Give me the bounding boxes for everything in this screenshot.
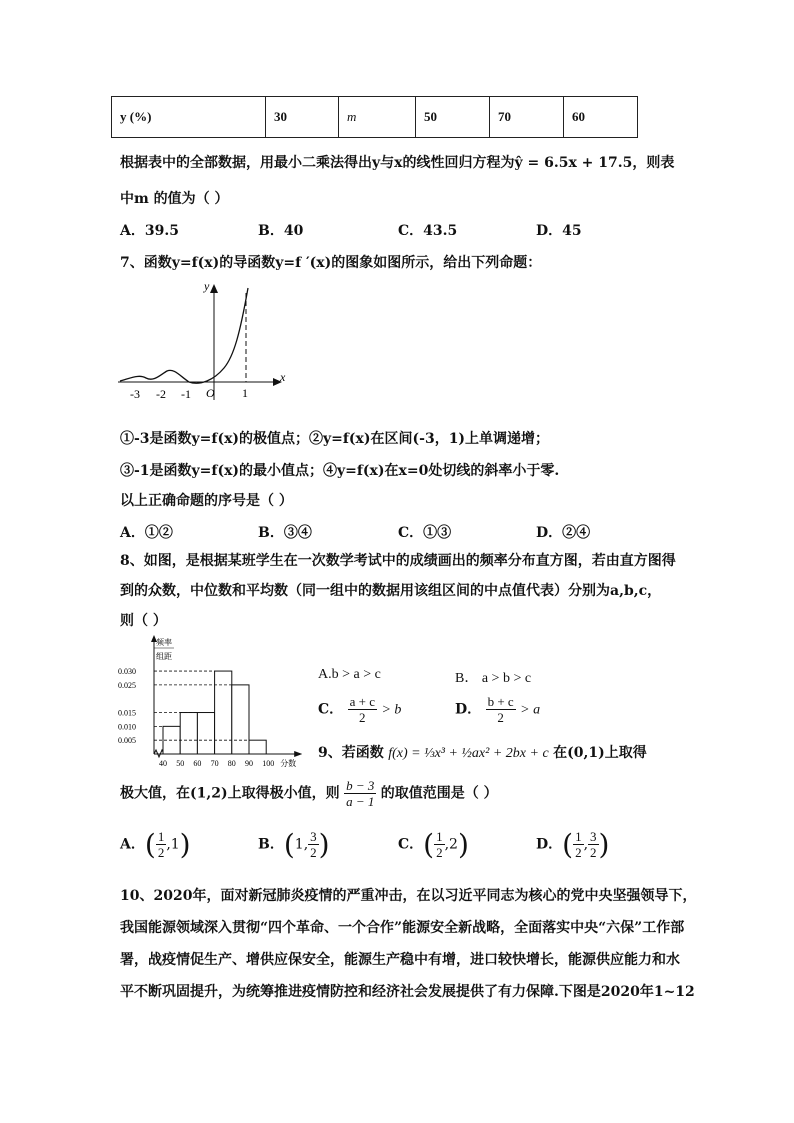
table-cell: 50 xyxy=(416,97,490,138)
tick-label: -1 xyxy=(181,387,191,401)
q9-line2-a: 极大值，在(1,2)上取得极小值，则 xyxy=(120,785,340,802)
fraction-denominator: 2 xyxy=(359,710,366,725)
interval-right: ,2 xyxy=(444,836,458,853)
interval-right: ,1 xyxy=(166,836,180,853)
q9-prefix: 9、若函数 xyxy=(318,745,384,761)
q6-option-d: D．45 xyxy=(536,223,582,239)
fraction xyxy=(344,778,376,809)
fraction-denominator: 2 xyxy=(590,845,597,860)
y-label-bottom: 组距 xyxy=(156,652,172,661)
option-label: D． xyxy=(536,836,563,853)
q6-option-c: C．43.5 xyxy=(398,223,458,239)
frequency-histogram xyxy=(116,634,302,772)
y-tick-label: 0.010 xyxy=(118,722,136,732)
x-tick-label: 50 xyxy=(176,759,185,768)
table-cell: 60 xyxy=(564,97,638,138)
q8-option-a: A.b > a > c xyxy=(318,667,381,682)
fraction-numerator: 3 xyxy=(590,829,597,844)
fraction-denominator: 2 xyxy=(157,845,165,860)
fraction-denominator: 2 xyxy=(310,845,317,860)
q9-suffix: 在(0,1)上取得 xyxy=(553,745,647,761)
table-cell: m xyxy=(339,97,416,138)
x-axis-label: x xyxy=(280,370,286,384)
q9-line1 xyxy=(318,742,647,762)
option-label: D． xyxy=(455,701,482,718)
histogram-bar xyxy=(180,713,197,754)
fraction-numerator: 3 xyxy=(310,829,317,844)
option-label: B． xyxy=(258,836,284,853)
q10-line1: 10、2020年，面对新冠肺炎疫情的严重冲击，在以习近平同志为核心的党中央坚强领导下， xyxy=(120,888,697,904)
tick-label: -2 xyxy=(156,387,166,401)
y-axis-label: y xyxy=(204,279,210,293)
relation: > a xyxy=(520,702,541,718)
q6-option-b: B．40 xyxy=(258,223,304,239)
x-tick-label: 80 xyxy=(227,759,236,768)
q8-option-b: B． a > b > c xyxy=(455,671,532,686)
x-axis-label: 分数 xyxy=(280,759,297,768)
q8-option-d xyxy=(455,694,540,725)
q10-line3: 署，战疫情促生产、增供应保安全，能源生产稳中有增，进口较快增长，能源供应能力和水 xyxy=(120,952,680,968)
histogram-bar xyxy=(215,671,232,754)
y-axis-arrow-icon xyxy=(210,284,218,293)
fraction-numerator: b − 3 xyxy=(346,778,375,793)
tick-label: -3 xyxy=(130,387,140,401)
q8-option-c xyxy=(318,694,401,725)
table-row xyxy=(112,97,638,138)
q7-ask: 以上正确命题的序号是（ ） xyxy=(120,493,293,509)
y-tick-label: 0.030 xyxy=(118,667,136,677)
q9-option-c: C．( $\frac{1}{2}$ ,2) xyxy=(398,828,469,861)
interval-left: 1, xyxy=(294,836,309,853)
fraction-denominator: 2 xyxy=(575,845,582,860)
fraction-numerator: b + c xyxy=(487,694,514,709)
q7-stem: 7、函数y=f(x)的导函数y=f ′(x)的图象如图所示，给出下列命题： xyxy=(120,255,542,271)
option-label: A． xyxy=(120,836,145,853)
y-tick-label: 0.015 xyxy=(118,708,136,718)
fraction-denominator: 2 xyxy=(436,845,443,860)
fraction-numerator: a + c xyxy=(349,694,375,709)
q9-formula: f(x) = ⅓x³ + ½ax² + 2bx + c xyxy=(388,746,549,761)
x-tick-label: 40 xyxy=(159,759,167,768)
q10-line2: 我国能源领域深入贯彻“四个革命、一个合作”能源安全新战略，全面落实中央“六保”工作部 xyxy=(120,920,685,936)
table-row-label: y (%) xyxy=(112,97,266,138)
fraction-denominator: 2 xyxy=(497,710,504,725)
y-tick-label: 0.005 xyxy=(118,736,136,746)
table-cell: 30 xyxy=(266,97,339,138)
fraction-denominator: a − 1 xyxy=(346,794,375,809)
derivative-graph xyxy=(116,278,296,408)
q9-line2 xyxy=(120,778,498,809)
q9-line2-b: 的取值范围是（ ） xyxy=(380,785,498,802)
q8-line1: 8、如图，是根据某班学生在一次数学考试中的成绩画出的频率分布直方图，若由直方图得 xyxy=(120,553,676,569)
fraction xyxy=(486,694,516,725)
option-label: C． xyxy=(398,836,424,853)
option-label: C． xyxy=(318,701,344,718)
q7-option-c: C．①③ xyxy=(398,525,452,541)
q7-prop1: ①-3是函数y=f(x)的极值点；②y=f(x)在区间(-3，1)上单调递增； xyxy=(120,431,550,447)
fraction-numerator: 1 xyxy=(575,829,582,844)
q9-option-b: B．(1, $\frac{3}{2}$ ) xyxy=(258,828,330,861)
q6-line1: 根据表中的全部数据，用最小二乘法得出y与x的线性回归方程为ŷ = 6.5x + 17.5，则表 xyxy=(120,155,675,171)
x-tick-label: 90 xyxy=(245,759,253,768)
fraction xyxy=(348,694,377,725)
x-tick-label: 100 xyxy=(262,759,275,768)
q7-option-b: B．③④ xyxy=(258,525,312,541)
histogram-bar xyxy=(249,740,266,754)
fraction-numerator: 1 xyxy=(436,829,443,844)
q8-line3: 则（ ） xyxy=(120,613,167,629)
q7-option-a: A．①② xyxy=(120,525,173,541)
fraction-numerator: 1 xyxy=(157,829,165,844)
tick-label: 1 xyxy=(242,386,248,400)
q6-option-a: A．39.5 xyxy=(120,223,179,239)
y-label-top: 频率 xyxy=(156,638,172,647)
q7-prop2: ③-1是函数y=f(x)的最小值点；④y=f(x)在x=0处切线的斜率小于零. xyxy=(120,463,560,479)
q8-line2: 到的众数，中位数和平均数（同一组中的数据用该组区间的中点值代表）分别为a,b,c， xyxy=(120,583,662,599)
table-cell: 70 xyxy=(490,97,564,138)
data-table xyxy=(111,96,638,138)
y-tick-label: 0.025 xyxy=(118,680,136,690)
derivative-curve xyxy=(120,288,248,383)
q6-line2: 中m 的值为（ ） xyxy=(120,191,229,207)
q10-line4: 平不断巩固提升，为统筹推进疫情防控和经济社会发展提供了有力保障.下图是2020年1~12 xyxy=(120,984,695,1000)
x-axis-arrow-icon xyxy=(294,751,302,757)
x-tick-label: 70 xyxy=(210,759,219,768)
x-tick-label: 60 xyxy=(193,759,202,768)
histogram-bar xyxy=(232,685,249,754)
origin-label: O xyxy=(206,386,215,400)
histogram-bar xyxy=(197,713,214,754)
q7-option-d: D．②④ xyxy=(536,525,591,541)
relation: > b xyxy=(381,702,402,718)
q9-option-d: D．( $\frac{1}{2}$ , $\frac{3}{2}$ ) xyxy=(536,828,610,861)
q9-option-a: A．( $\frac{1}{2}$ ,1) xyxy=(120,828,191,861)
